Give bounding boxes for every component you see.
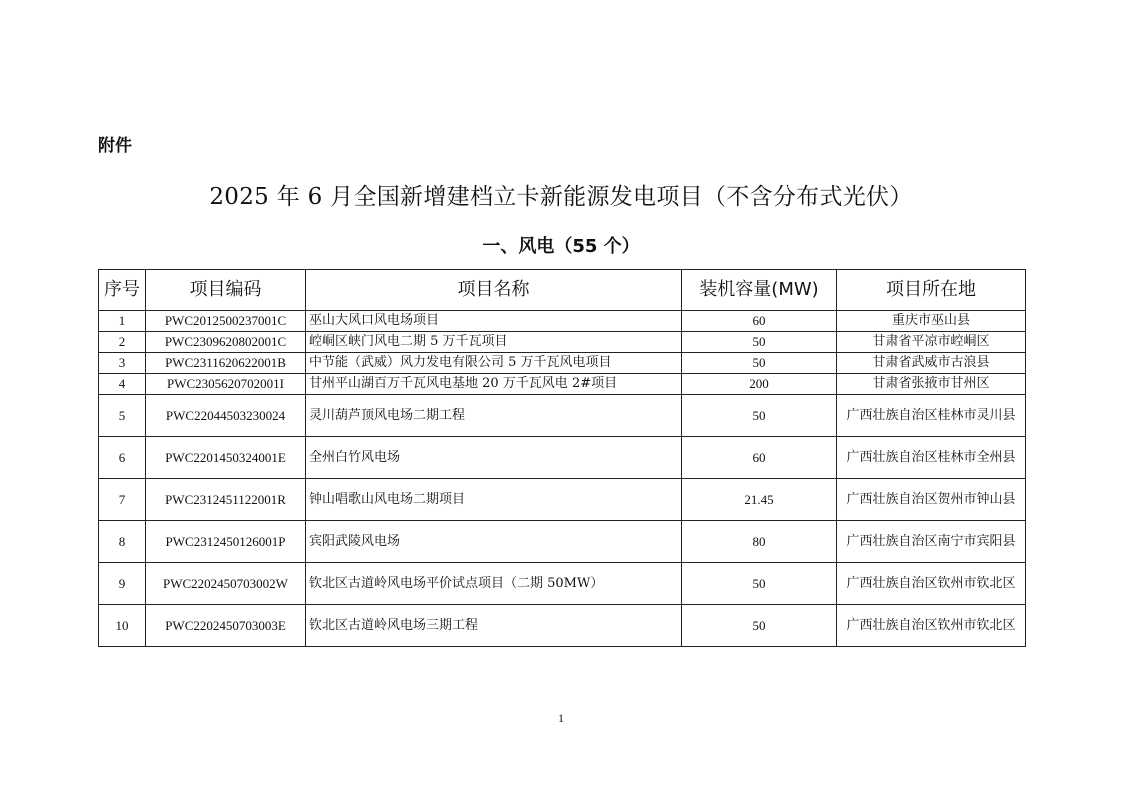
cell-code: PWC2312450126001P <box>146 521 306 563</box>
cell-name: 中节能（武威）风力发电有限公司 5 万千瓦风电项目 <box>306 353 682 374</box>
page-number: 1 <box>558 711 564 725</box>
header-project-code: 项目编码 <box>146 270 306 311</box>
cell-code: PWC22044503230024 <box>146 395 306 437</box>
cell-location: 甘肃省平凉市崆峒区 <box>837 332 1026 353</box>
cell-serial: 4 <box>99 374 146 395</box>
cell-name: 巫山大风口风电场项目 <box>306 311 682 332</box>
cell-location: 广西壮族自治区钦州市钦北区 <box>837 605 1026 647</box>
cell-capacity: 50 <box>682 353 837 374</box>
cell-serial: 7 <box>99 479 146 521</box>
cell-capacity: 60 <box>682 311 837 332</box>
cell-location: 甘肃省武威市古浪县 <box>837 353 1026 374</box>
table-row <box>99 521 1026 563</box>
table-row <box>99 605 1026 647</box>
cell-name: 全州白竹风电场 <box>306 437 682 479</box>
cell-name: 钦北区古道岭风电场平价试点项目（二期 50MW） <box>306 563 682 605</box>
header-serial: 序号 <box>99 270 146 311</box>
cell-capacity: 200 <box>682 374 837 395</box>
cell-name: 甘州平山湖百万千瓦风电基地 20 万千瓦风电 2#项目 <box>306 374 682 395</box>
section-heading: 一、风电（55 个） <box>482 236 640 257</box>
cell-capacity: 50 <box>682 395 837 437</box>
table-header-row <box>99 270 1026 311</box>
cell-name: 宾阳武陵风电场 <box>306 521 682 563</box>
cell-code: PWC2305620702001I <box>146 374 306 395</box>
cell-location: 广西壮族自治区钦州市钦北区 <box>837 563 1026 605</box>
cell-capacity: 21.45 <box>682 479 837 521</box>
cell-serial: 10 <box>99 605 146 647</box>
attachment-label: 附件 <box>98 136 132 156</box>
cell-name: 灵川葫芦顶风电场二期工程 <box>306 395 682 437</box>
cell-location: 甘肃省张掖市甘州区 <box>837 374 1026 395</box>
cell-serial: 1 <box>99 311 146 332</box>
cell-code: PWC2202450703002W <box>146 563 306 605</box>
cell-code: PWC2309620802001C <box>146 332 306 353</box>
cell-serial: 3 <box>99 353 146 374</box>
cell-capacity: 50 <box>682 563 837 605</box>
projects-table <box>98 269 1026 647</box>
table-row <box>99 353 1026 374</box>
table-row <box>99 479 1026 521</box>
cell-serial: 6 <box>99 437 146 479</box>
table-row <box>99 374 1026 395</box>
cell-code: PWC2202450703003E <box>146 605 306 647</box>
header-capacity: 装机容量(MW) <box>682 270 837 311</box>
cell-location: 重庆市巫山县 <box>837 311 1026 332</box>
cell-name: 崆峒区峡门风电二期 5 万千瓦项目 <box>306 332 682 353</box>
cell-serial: 8 <box>99 521 146 563</box>
table-row <box>99 437 1026 479</box>
cell-location: 广西壮族自治区桂林市全州县 <box>837 437 1026 479</box>
cell-name: 钟山唱歌山风电场二期项目 <box>306 479 682 521</box>
cell-location: 广西壮族自治区南宁市宾阳县 <box>837 521 1026 563</box>
cell-code: PWC2012500237001C <box>146 311 306 332</box>
table-row <box>99 395 1026 437</box>
cell-location: 广西壮族自治区贺州市钟山县 <box>837 479 1026 521</box>
cell-location: 广西壮族自治区桂林市灵川县 <box>837 395 1026 437</box>
table-row <box>99 311 1026 332</box>
table-row <box>99 332 1026 353</box>
cell-name: 钦北区古道岭风电场三期工程 <box>306 605 682 647</box>
cell-capacity: 60 <box>682 437 837 479</box>
document-title: 2025 年 6 月全国新增建档立卡新能源发电项目（不含分布式光伏） <box>209 184 913 210</box>
cell-capacity: 50 <box>682 332 837 353</box>
header-project-name: 项目名称 <box>306 270 682 311</box>
cell-code: PWC2312451122001R <box>146 479 306 521</box>
cell-code: PWC2201450324001E <box>146 437 306 479</box>
header-location: 项目所在地 <box>837 270 1026 311</box>
table-row <box>99 563 1026 605</box>
cell-serial: 5 <box>99 395 146 437</box>
cell-serial: 9 <box>99 563 146 605</box>
cell-code: PWC2311620622001B <box>146 353 306 374</box>
cell-capacity: 80 <box>682 521 837 563</box>
cell-serial: 2 <box>99 332 146 353</box>
cell-capacity: 50 <box>682 605 837 647</box>
